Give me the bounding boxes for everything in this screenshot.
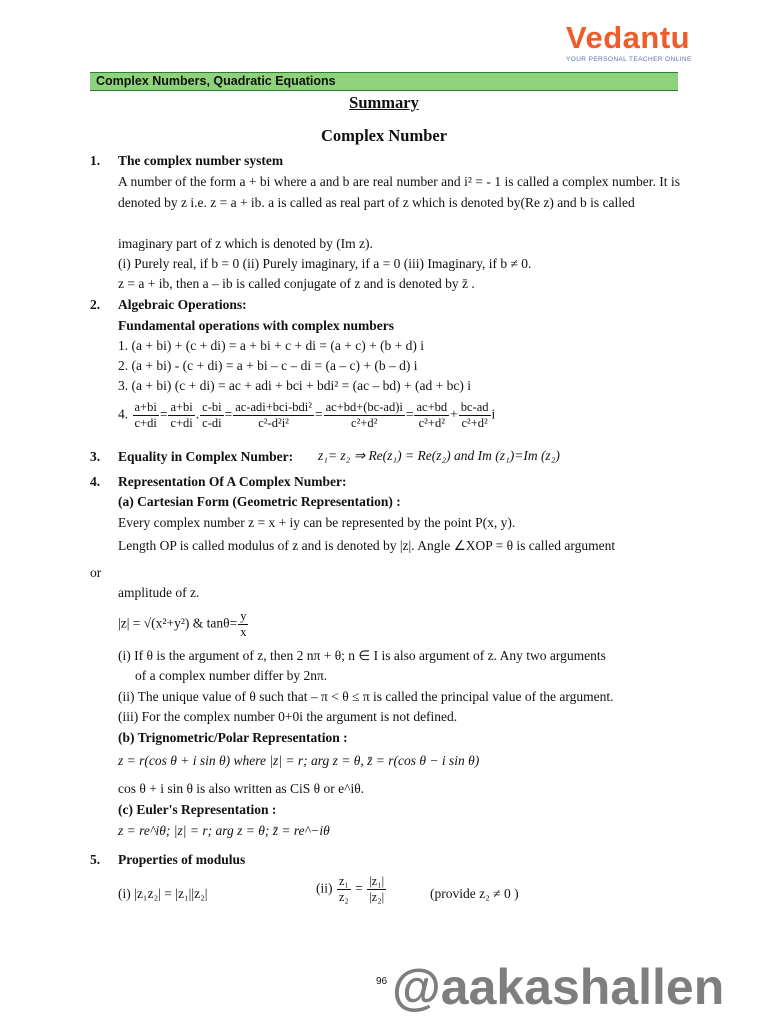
fraction: $\frac{\text{ac-adi+bci-bdi²}}{\text{c²-d²i²}}$ xyxy=(235,400,312,430)
section-title: Complex Number xyxy=(320,126,448,145)
s1-line3: (i) Purely real, if b = 0 (ii) Purely imaginary, if a = 0 (iii) Imaginary, if b ≠ 0. xyxy=(118,256,532,271)
s4-a6: (iii) For the complex number 0+0i the argument is not defined. xyxy=(118,709,458,724)
s2-heading: Algebraic Operations: xyxy=(118,297,247,312)
fraction: $\frac{y}{x}$ xyxy=(240,609,247,639)
fraction: $\frac{\text{z₁}}{\text{z₂}}$ xyxy=(338,874,349,904)
s4-a2-or: or xyxy=(90,565,102,580)
s4-modulus-formula: |z| = √(x²+y²) & tanθ= $\frac{y}{x}$ xyxy=(118,609,247,639)
s2-line2: 2. (a + bi) - (c + di) = a + bi – c – di = (a – c) + (b – d) i xyxy=(118,358,418,373)
chapter-band xyxy=(90,72,678,91)
s3-heading: Equality in Complex Number: xyxy=(118,449,294,464)
s5-number: 5. xyxy=(90,852,101,867)
s4-a5: (ii) The unique value of θ such that – π < θ ≤ π is called the principal value of the argument. xyxy=(118,689,614,704)
s4-a3: amplitude of z. xyxy=(118,585,200,600)
fraction: $\frac{ac+bd+(bc-ad)i}{\text{c²+d²}}$ xyxy=(325,400,403,430)
s5-p2: (ii) $\frac{\text{z₁}}{\text{z₂}}$ = $\frac{\text{|z₁|}}{\text{|z₂|}}$ xyxy=(316,874,385,904)
s2-line3: 3. (a + bi) (c + di) = ac + adi + bci + bdi² = (ac – bd) + (ad + bc) i xyxy=(118,378,471,393)
s4-b1: z = r(cos θ + i sin θ) where |z| = r; arg z = θ, z̄ = r(cos θ − i sin θ) xyxy=(118,753,480,768)
fraction: $\frac{a+bi}{c+di}$ xyxy=(134,400,157,430)
logo-tagline: YOUR PERSONAL TEACHER ONLINE xyxy=(566,56,692,63)
fraction: $\frac{a+bi}{c+di}$ xyxy=(170,400,193,430)
s5-p1: (i) |z₁z₂| = |z₁||z₂| xyxy=(118,886,208,901)
fraction: $\frac{bc-ad}{\text{c²+d²}}$ xyxy=(460,400,489,430)
s2-number: 2. xyxy=(90,297,101,312)
s1-line2: imaginary part of z which is denoted by (Im z). xyxy=(118,236,373,251)
s2-subheading: Fundamental operations with complex numbers xyxy=(118,318,395,333)
s1-line4: z = a + ib, then a – ib is called conjugate of z and is denoted by z̄ . xyxy=(118,276,475,291)
s5-p3: (provide z₂ ≠ 0 ) xyxy=(430,886,519,901)
summary-heading: Summary xyxy=(349,93,419,112)
s1-paragraph: A number of the form a + bi where a and b are real number and i² = - 1 is called a complex number. It is denoted by z i.e. z = a + ib. a is called as real part of z which is denoted by(Re z) and b is called xyxy=(118,174,680,210)
s3-number: 3. xyxy=(90,449,101,464)
s4-c1: z = re^iθ; |z| = r; arg z = θ; z̄ = re^−iθ xyxy=(118,823,330,838)
fraction: $\frac{c-bi}{c-di}$ xyxy=(202,400,222,430)
vedantu-logo: Vedantu xyxy=(566,20,691,55)
s2-line1: 1. (a + bi) + (c + di) = a + bi + c + di = (a + c) + (b + d) i xyxy=(118,338,425,353)
s5-heading: Properties of modulus xyxy=(118,852,246,867)
s2-line4-formula: 4. $\frac{a+bi}{c+di}$ = $\frac{a+bi}{c+di}$ . $\frac{c-bi}{c-di}$ = $\frac{\text{ac-adi+bci-bdi²}}{\text{c²-d²i²}}$ = $\frac{ac+bd+(bc-ad)i}{\text{c²+d²}}$ = $\frac{ac+bd}{\text{c²+d²}}$ + $\frac{bc-ad}{\text{c²+d²}}$ i xyxy=(118,400,496,430)
s4-number: 4. xyxy=(90,474,101,489)
s4-a4: (i) If θ is the argument of z, then 2 nπ + θ; n ∈ I is also argument of z. Any two arguments xyxy=(118,648,606,663)
s4-b2: cos θ + i sin θ is also written as CiS θ or e^iθ. xyxy=(118,781,365,796)
s4-sub-a: (a) Cartesian Form (Geometric Representation) : xyxy=(118,494,401,509)
fraction: $\frac{ac+bd}{\text{c²+d²}}$ xyxy=(416,400,448,430)
s1-heading: The complex number system xyxy=(118,153,284,168)
s4-a2: Length OP is called modulus of z and is denoted by |z|. Angle ∠XOP = θ is called argument xyxy=(118,538,616,553)
fraction: $\frac{\text{|z₁|}}{\text{|z₂|}}$ xyxy=(369,874,385,904)
page-number: 96 xyxy=(376,976,388,987)
s4-heading: Representation Of A Complex Number: xyxy=(118,474,347,489)
s1-number: 1. xyxy=(90,153,101,168)
chapter-title: Complex Numbers, Quadratic Equations xyxy=(96,74,336,88)
s4-sub-b: (b) Trignometric/Polar Representation : xyxy=(118,730,348,745)
s4-sub-c: (c) Euler's Representation : xyxy=(118,802,277,817)
s4-a1: Every complex number z = x + iy can be represented by the point P(x, y). xyxy=(118,515,516,530)
watermark: @aakashallen xyxy=(392,959,725,1015)
s4-a4b: of a complex number differ by 2nπ. xyxy=(135,668,328,683)
s3-formula: z₁= z₂ ⇒ Re(z₁) = Re(z₂) and Im (z₁)=Im (z₂) xyxy=(318,448,560,463)
